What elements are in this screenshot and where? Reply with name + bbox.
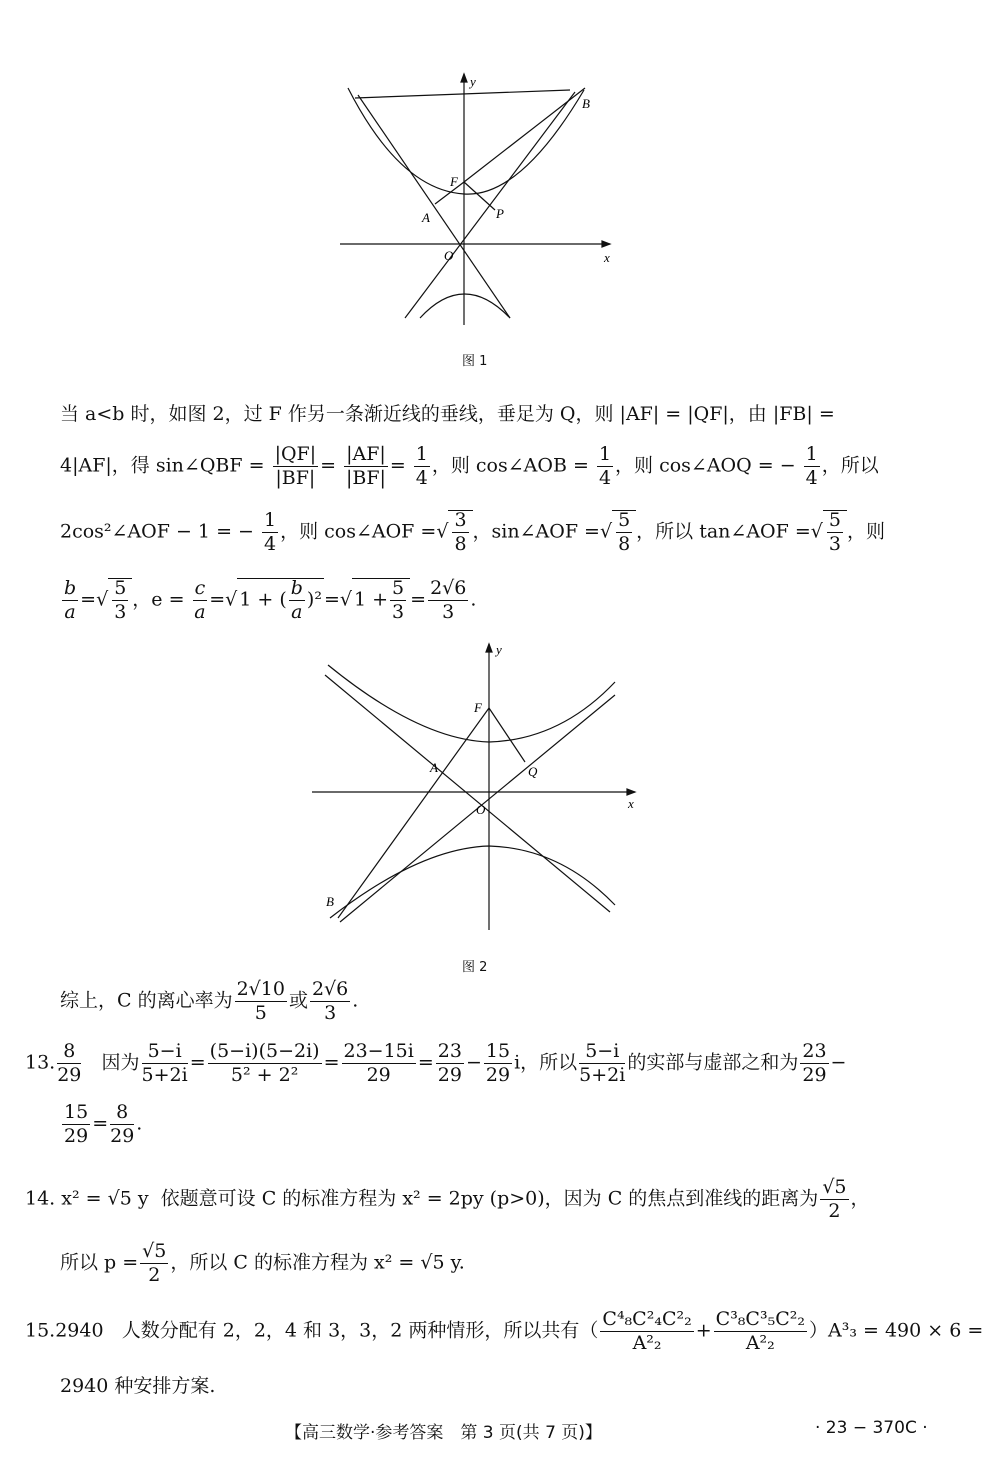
fig2-label-B: B — [326, 894, 334, 909]
frac-c-a: $\frac{c}{a}$ — [194, 577, 206, 623]
p1-l2a: 4|AF|，得 sin∠QBF = — [60, 454, 265, 477]
fig2-label-F: F — [474, 700, 482, 715]
q13-line2: $\frac{15}{29}$ = $\frac{8}{29}$ . — [64, 1101, 143, 1147]
q15-line1: 15.2940 人数分配有 2，2，4 和 3，3，2 两种情形，所以共有（ $\frac{\text{C⁴₈C²₄C²₂}}{\text{A²₂}}$ + $\frac{\text{C³₈C³₅C²₂}}{\text{A²₂}}$ ）A³₃ = 490 × 6 = — [25, 1308, 983, 1354]
fig2-label-O: O — [476, 802, 486, 817]
frac-b-a-2: $\frac{b}{a}$ — [290, 577, 303, 623]
q13-f8: $\frac{8}{29}$ — [110, 1101, 135, 1147]
fig2-x-arrow — [627, 789, 635, 795]
fig1-y-arrow — [461, 74, 467, 82]
fig1-label-y: y — [470, 74, 476, 89]
q14-line2: 所以 p = $\frac{√5}{2}$ ，所以 C 的标准方程为 x² = √5 y. — [60, 1240, 465, 1286]
frac-b-a: $\frac{b}{a}$ — [64, 577, 77, 623]
fig2-line-FB — [338, 708, 489, 918]
frac-2sqrt10-5: $\frac{2√10}{5}$ — [236, 978, 285, 1024]
frac-2sqrt6-3: $\frac{2√6}{3}$ — [311, 978, 349, 1024]
frac-1-4-c: $\frac{1}{4}$ — [805, 443, 818, 489]
footer-center: 【高三数学·参考答案 第 3 页(共 7 页)】 — [285, 1423, 602, 1443]
fig1-label-B: B — [582, 96, 590, 111]
figure-2 — [310, 640, 650, 935]
q14-f2: $\frac{√5}{2}$ — [142, 1240, 167, 1286]
fig2-label-Q: Q — [528, 764, 538, 779]
fig2-line-FQ — [489, 708, 525, 762]
figure-2-caption: 图 2 — [462, 960, 488, 975]
para1-line3: 2cos²∠AOF − 1 = − $\frac{1}{4}$ ，则 cos∠AOF =√ $\frac{3}{8}$ ，sin∠AOF =√ $\frac{5}{8}$ ，所以 tan∠AOF =√ $\frac{5}{3}$ ，则 — [60, 509, 885, 555]
fig1-asymptote-1 — [355, 90, 570, 98]
frac-af-bf: $\frac{|AF|}{|BF|}$ — [345, 443, 386, 489]
frac-3-8: $\frac{3}{8}$ — [454, 509, 467, 555]
fig1-label-x: x — [604, 250, 610, 265]
fig1-x-arrow — [602, 241, 610, 247]
q13-f7: $\frac{15}{29}$ — [64, 1101, 89, 1147]
frac-result: $\frac{2√6}{3}$ — [430, 577, 467, 623]
frac-5-3-b: $\frac{5}{3}$ — [114, 577, 127, 623]
fig2-label-x: x — [628, 796, 634, 811]
q14-line1: 14. x² = √5 y 依题意可设 C 的标准方程为 x² = 2py (p>0)，因为 C 的焦点到准线的距离为 $\frac{√5}{2}$ ， — [25, 1176, 870, 1222]
frac-5-3: $\frac{5}{3}$ — [828, 509, 841, 555]
para1-line4: $\frac{b}{a}$ =√ $\frac{5}{3}$ ，e = $\frac{c}{a}$ =√ 1 + ( $\frac{b}{a}$ )² =√ 1 + $\frac{5}{3}$ = $\frac{2√6}{3}$ . — [64, 577, 477, 623]
fig1-label-O: O — [444, 248, 454, 263]
q14-f1: $\frac{√5}{2}$ — [822, 1176, 847, 1222]
para1-line1: 当 a<b 时，如图 2，过 F 作另一条渐近线的垂线，垂足为 Q，则 |AF| = |QF|，由 |FB| = — [60, 403, 835, 425]
q13-answer: $\frac{8}{29}$ — [57, 1040, 82, 1086]
fig1-label-A: A — [422, 210, 430, 225]
frac-qf-bf: $\frac{|QF|}{|BF|}$ — [274, 443, 317, 489]
q15-f2: $\frac{\text{C³₈C³₅C²₂}}{\text{A²₂}}$ — [715, 1308, 805, 1354]
q13-f2: $\frac{(5-i)(5-2i)}{\text{5² + 2²}}$ — [209, 1040, 320, 1086]
q13-line1: 13. $\frac{8}{29}$ 因为 $\frac{5-i}{5+2i}$ = $\frac{(5-i)(5-2i)}{\text{5² + 2²}}$ = $\frac{23-15i}{29}$ = $\frac{23}{29}$ − $\frac{15}{29}$ i，所以 $\frac{5-i}{5+2i}$ 的实部与虚部之和为 $\frac{23}{29}$ − — [25, 1040, 847, 1086]
summary-line: 综上，C 的离心率为 $\frac{2√10}{5}$ 或 $\frac{2√6}{3}$ . — [60, 978, 359, 1024]
figure-1 — [340, 70, 620, 330]
q13-f3: $\frac{23-15i}{29}$ — [343, 1040, 414, 1086]
fig2-label-A: A — [430, 760, 438, 775]
para1-line2: 4|AF|，得 sin∠QBF = $\frac{|QF|}{|BF|}$ = $\frac{|AF|}{|BF|}$ = $\frac{1}{4}$ ，则 cos∠AOB = $\frac{1}{4}$ ，则 cos∠AOQ = − $\frac{1}{4}$ ，所以 — [60, 443, 879, 489]
fig2-y-arrow — [486, 644, 492, 652]
fig1-line-FP — [464, 182, 495, 210]
frac-1-4-d: $\frac{1}{4}$ — [264, 509, 277, 555]
q15-f1: $\frac{\text{C⁴₈C²₄C²₂}}{\text{A²₂}}$ — [602, 1308, 692, 1354]
fig2-hyperbola-lower — [330, 846, 615, 918]
q15-line2: 2940 种安排方案. — [60, 1375, 216, 1397]
fig2-label-y: y — [496, 642, 502, 657]
fig1-label-P: P — [496, 206, 504, 221]
figure-1-caption: 图 1 — [462, 354, 488, 369]
frac-1-4: $\frac{1}{4}$ — [415, 443, 428, 489]
fig1-label-F: F — [450, 174, 458, 189]
frac-1-4-b: $\frac{1}{4}$ — [598, 443, 612, 489]
q13-f5: $\frac{15}{29}$ — [485, 1040, 511, 1086]
q13-f4: $\frac{23}{29}$ — [437, 1040, 462, 1086]
q13-f1b: $\frac{5-i}{5+2i}$ — [579, 1040, 626, 1086]
frac-5-8: $\frac{5}{8}$ — [618, 509, 631, 555]
fig1-hyperbola-upper — [348, 88, 584, 194]
fig1-asymptote-a — [358, 95, 510, 318]
q13-f1: $\frac{5-i}{5+2i}$ — [141, 1040, 188, 1086]
q13-f6: $\frac{23}{29}$ — [802, 1040, 827, 1086]
footer-right: · 23 − 370C · — [815, 1418, 928, 1438]
frac-5-3-c: $\frac{5}{3}$ — [392, 577, 405, 623]
